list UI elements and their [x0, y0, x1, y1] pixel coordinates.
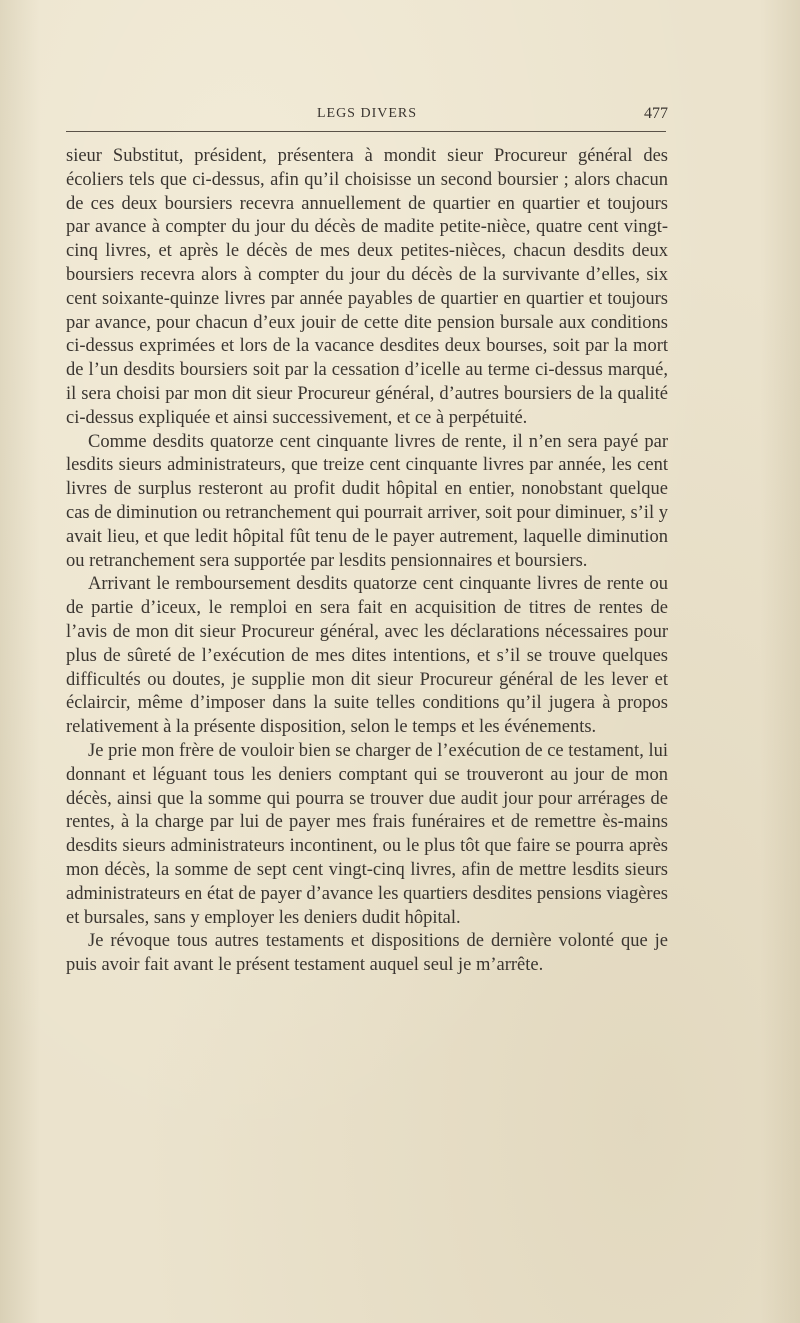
body-text	[66, 145, 668, 978]
paragraph-continuation: sieur Substitut, président, présentera à mondit sieur Procureur général des écoliers tels que ci-dessus, afin qu’il choisisse un second boursier ; alors chacun de ces deux boursiers recevra annuellement de quartier en quartier et toujours par avance à compter du jour du décès de madite petite-nièce, quatre cent vingt-cinq livres, et après le décès de mes deux petites-nièces, chacun desdits deux boursiers recevra alors à compter du jour du décès de la survivante d’elles, six cent soixante-quinze livres par année payables de quartier en quartier et toujours par avance, pour chacun d’eux jouir de cette dite pension bursale aux conditions ci-dessus exprimées et lors de la vacance desdites deux bourses, soit par la mort de l’un desdits boursiers soit par la cessation d’icelle au terme ci-dessus marqué, il sera choisi par mon dit sieur Procureur général, d’autres boursiers de la qualité ci-dessus expliquée et ainsi successivement, et ce à perpétuité.	[66, 146, 668, 428]
page-number: 477	[644, 105, 668, 122]
paragraph: Comme desdits quatorze cent cinquante livres de rente, il n’en sera payé par lesdits sieurs administrateurs, que treize cent cinquante livres par année, les cent livres de surplus resteront au profit dudit hôpital en entier, nonobstant quelque cas de diminution ou retranchement qui pourrait arriver, soit pour diminuer, s’il y avait lieu, et que ledit hôpital fût tenu de le payer autrement, laquelle diminution ou retranchement sera supportée par lesdits pensionnaires et boursiers.	[66, 431, 668, 571]
running-title: LEGS DIVERS	[316, 106, 418, 121]
paragraph: Je prie mon frère de vouloir bien se charger de l’exécution de ce testament, lui donnant et léguant tous les deniers comptant qui se trouveront au jour de mon décès, ainsi que la somme qui pourra se trouver due audit jour pour arrérages de rentes, à la charge par lui de payer mes frais funéraires et de remettre ès-mains desdits sieurs administrateurs incontinent, ou le plus tôt que faire se pourra après mon décès, la somme de sept cent vingt-cinq livres, afin de mettre lesdits sieurs administrateurs en état de payer d’avance les quartiers desdites pensions viagères et bursales, sans y employer les deniers dudit hôpital.	[66, 740, 668, 928]
page-header	[66, 102, 668, 126]
paragraph: Je révoque tous autres testaments et dispositions de dernière volonté que je puis avoir fait avant le présent testament auquel seul je m’arrête.	[66, 931, 668, 976]
header-rule	[66, 131, 666, 132]
paragraph: Arrivant le remboursement desdits quatorze cent cinquante livres de rente ou de partie d’iceux, le remploi en sera fait en acquisition de titres de rentes de l’avis de mon dit sieur Procureur général, avec les déclarations nécessaires pour plus de sûreté de l’exécution de mes dites intentions, et s’il se trouve quelques difficultés ou doutes, je supplie mon dit sieur Procureur général de les lever et éclaircir, même d’imposer dans la suite telles conditions qu’il jugera à propos relativement à la présente disposition, selon le temps et les événements.	[66, 574, 668, 738]
